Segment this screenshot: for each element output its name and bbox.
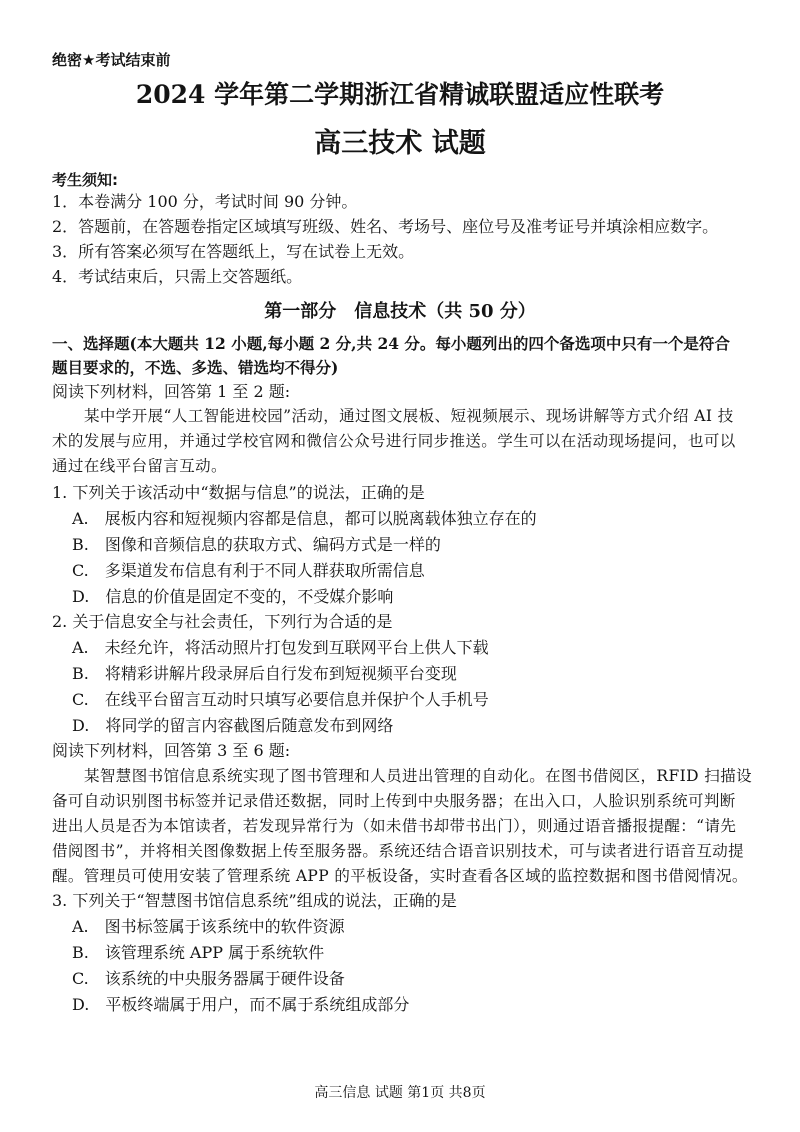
passage-line: 某中学开展“人工智能进校园”活动，通过图文展板、短视频展示、现场讲解等方式介绍 AI 技 xyxy=(84,407,734,425)
choice-instruction: 一、选择题(本大题共 12 小题,每小题 2 分,共 24 分。每小题列出的四个备选项中只有一个是符合 xyxy=(52,334,730,353)
question-option: C. 多渠道发布信息有利于不同人群获取所需信息 xyxy=(72,561,425,580)
question-option: D. 平板终端属于用户，而不属于系统组成部分 xyxy=(72,995,410,1014)
question-stem: 1. 下列关于该活动中“数据与信息”的说法，正确的是 xyxy=(52,483,425,502)
passage-line: 醒。管理员可使用安装了管理系统 APP 的平板设备，实时查看各区域的监控数据和图书借阅情况。 xyxy=(52,867,748,885)
passage-line: 借阅图书”，并将相关图像数据上传至服务器。系统还结合语音识别技术，可与读者进行语音互动提 xyxy=(52,842,745,860)
choice-instruction: 题目要求的，不选、多选、错选均不得分) xyxy=(52,358,339,377)
confidential-label: 绝密★考试结束前 xyxy=(52,51,171,69)
question-stem: 3. 下列关于“智慧图书馆信息系统”组成的说法，正确的是 xyxy=(52,891,457,910)
notice-item: 1．本卷满分 100 分，考试时间 90 分钟。 xyxy=(52,192,358,211)
question-option: B. 图像和音频信息的获取方式、编码方式是一样的 xyxy=(72,535,441,554)
section-title: 第一部分 信息技术（共 50 分） xyxy=(264,301,536,322)
passage-line: 通过在线平台留言互动。 xyxy=(52,457,227,475)
passage-line: 备可自动识别图书标签并记录借还数据，同时上传到中央服务器；在出入口，人脸识别系统可判断 xyxy=(52,792,736,810)
passage-line: 某智慧图书馆信息系统实现了图书管理和人员进出管理的自动化。在图书借阅区，RFID 扫描设 xyxy=(84,767,753,785)
notice-item: 4．考试结束后，只需上交答题纸。 xyxy=(52,267,303,286)
question-stem: 2. 关于信息安全与社会责任，下列行为合适的是 xyxy=(52,612,393,631)
passage-line: 进出人员是否为本馆读者，若发现异常行为（如未借书却带书出门），则通过语音播报提醒：“请先 xyxy=(52,817,737,835)
notice-heading: 考生须知: xyxy=(52,171,118,189)
notice-item: 2．答题前，在答题卷指定区域填写班级、姓名、考场号、座位号及准考证号并填涂相应数字。 xyxy=(52,217,719,236)
question-option: C. 在线平台留言互动时只填写必要信息并保护个人手机号 xyxy=(72,690,489,709)
question-option: D. 将同学的留言内容截图后随意发布到网络 xyxy=(72,716,394,735)
exam-title: 2024 学年第二学期浙江省精诚联盟适应性联考 xyxy=(135,80,665,109)
question-option: A. 未经允许，将活动照片打包发到互联网平台上供人下载 xyxy=(72,638,489,657)
page-footer: 高三信息 试题 第1页 共8页 xyxy=(314,1085,486,1101)
question-option: D. 信息的价值是固定不变的，不受媒介影响 xyxy=(72,587,394,606)
question-option: A. 图书标签属于该系统中的软件资源 xyxy=(72,917,345,936)
reading-prompt: 阅读下列材料，回答第 3 至 6 题: xyxy=(52,741,291,760)
question-option: B. 将精彩讲解片段录屏后自行发布到短视频平台变现 xyxy=(72,664,457,683)
reading-prompt: 阅读下列材料，回答第 1 至 2 题: xyxy=(52,382,291,401)
question-option: B. 该管理系统 APP 属于系统软件 xyxy=(72,943,325,962)
subject-title: 高三技术 试题 xyxy=(314,128,486,159)
passage-line: 术的发展与应用，并通过学校官网和微信公众号进行同步推送。学生可以在活动现场提问，也可以 xyxy=(52,432,736,450)
question-option: C. 该系统的中央服务器属于硬件设备 xyxy=(72,969,345,988)
notice-item: 3．所有答案必须写在答题纸上，写在试卷上无效。 xyxy=(52,242,415,261)
question-option: A. 展板内容和短视频内容都是信息，都可以脱离载体独立存在的 xyxy=(72,509,537,528)
